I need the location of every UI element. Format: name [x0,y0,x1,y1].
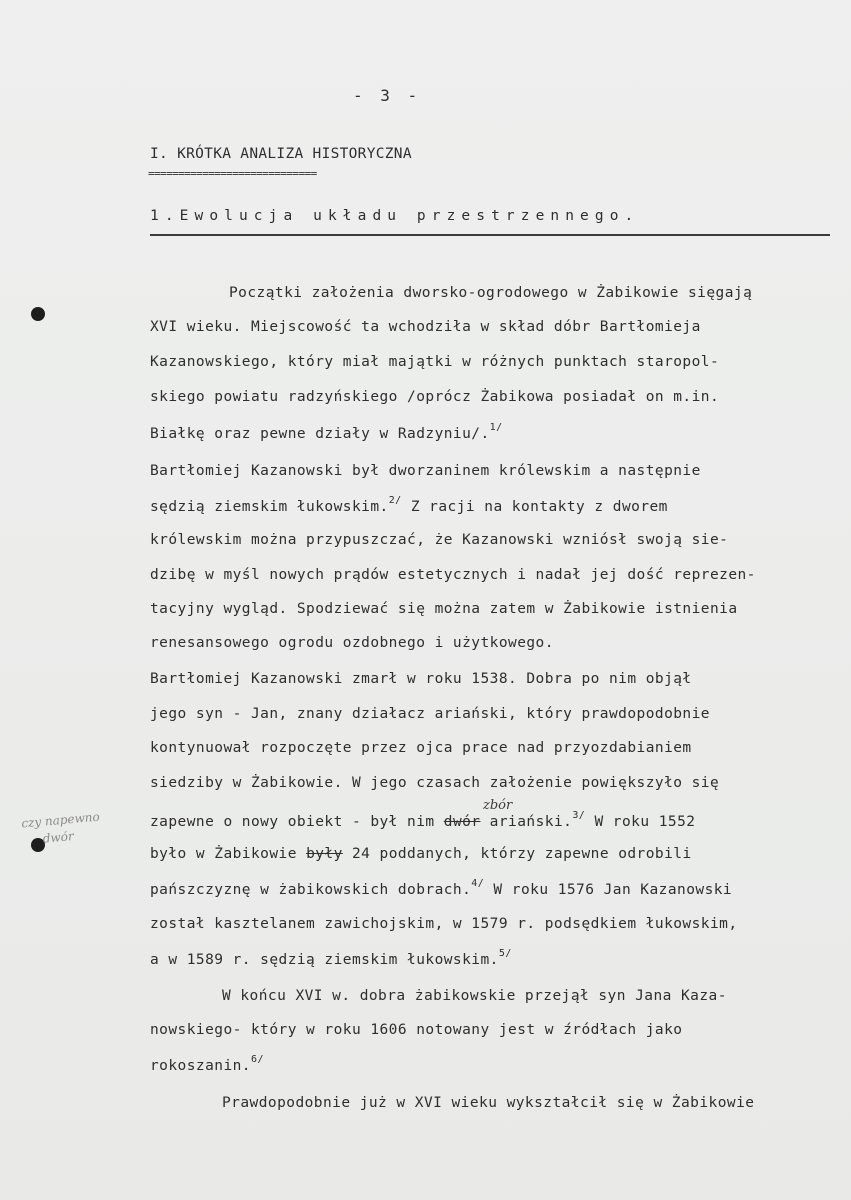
footnote-ref: 4/ [471,878,485,889]
text-line: Początki założenia dworsko-ogrodowego w Żabikowie sięgają [229,285,753,301]
text-line: rokoszanin.$^{6/}$ [150,1054,264,1074]
text-line: nowskiego- który w roku 1606 notowany jest w źródłach jako [150,1022,683,1038]
text-line: Prawdopodobnie już w XVI wieku wykształcił się w Żabikowie [222,1095,755,1111]
struck-word: dwór [443,813,481,830]
text-line: siedziby w Żabikowie. W jego czasach założenie powiększyło się [150,775,720,791]
text-line: skiego powiatu radzyńskiego /oprócz Żabikowa posiadał on m.in. [150,389,720,405]
margin-note [21,809,102,850]
text-line: XVI wieku. Miejscowość ta wchodziła w skład dóbr Bartłomieja [150,319,701,335]
struck-word: były [306,846,343,862]
text-line: a w 1589 r. sędzią ziemskim łukowskim.$^{5/}$ [150,948,512,968]
page-number: - 3 - [353,86,422,105]
section-heading: 1.Ewolucja układu przestrzennego. [150,208,640,224]
footnote-ref: 6/ [250,1054,264,1065]
heading-underline: ============================ [148,167,317,180]
punch-hole [31,307,45,321]
margin-note-line: dwór [42,828,75,846]
text-line: Bartłomiej Kazanowski zmarł w roku 1538. Dobra po nim objął [150,671,692,687]
text-line: sędzią ziemskim łukowskim.$^{2/}$ Z racji na kontakty z dworem [150,495,668,515]
text-line: dzibę w myśl nowych prądów estetycznych i nadał jej dość reprezen- [150,567,756,583]
text-line: pańszczyznę w żabikowskich dobrach.$^{4/}$ W roku 1576 Jan Kazanowski [150,878,733,898]
text-line: było w Żabikowie były 24 poddanych, którzy zapewne odrobili [150,846,692,862]
footnote-ref: 1/ [489,422,503,433]
text-line: królewskim można przypuszczać, że Kazanowski wzniósł swoją sie- [150,532,729,548]
text-line: został kasztelanem zawichojskim, w 1579 r. podsędkiem łukowskim, [150,916,738,932]
section-rule [150,234,830,236]
handwritten-correction: zbór [483,798,513,813]
text-line: Kazanowskiego, który miał majątki w różnych punktach staropol- [150,354,720,370]
text-line: W końcu XVI w. dobra żabikowskie przejął syn Jana Kaza- [222,988,727,1004]
chapter-heading: I. KRÓTKA ANALIZA HISTORYCZNA [150,146,412,162]
footnote-ref: 2/ [388,495,402,506]
text-line: kontynuował rozpoczęte przez ojca prace nad przyozdabianiem [150,740,692,756]
footnote-ref: 5/ [498,948,512,959]
text-line: renesansowego ogrodu ozdobnego i użytkowego. [150,635,554,651]
text-line: Bartłomiej Kazanowski był dworzaninem królewskim a następnie [150,463,701,479]
text-line: Białkę oraz pewne działy w Radzyniu/.$^{1/}$ [150,422,503,442]
footnote-ref: 3/ [572,810,586,821]
text-line: zapewne o nowy obiekt - był nim dwór ariański.$^{3/}$ W roku 1552 [150,810,696,830]
margin-note-line: czy napewno [20,809,101,831]
text-line: jego syn - Jan, znany działacz ariański, który prawdopodobnie [150,706,710,722]
text-line: tacyjny wygląd. Spodziewać się można zatem w Żabikowie istnienia [150,601,738,617]
